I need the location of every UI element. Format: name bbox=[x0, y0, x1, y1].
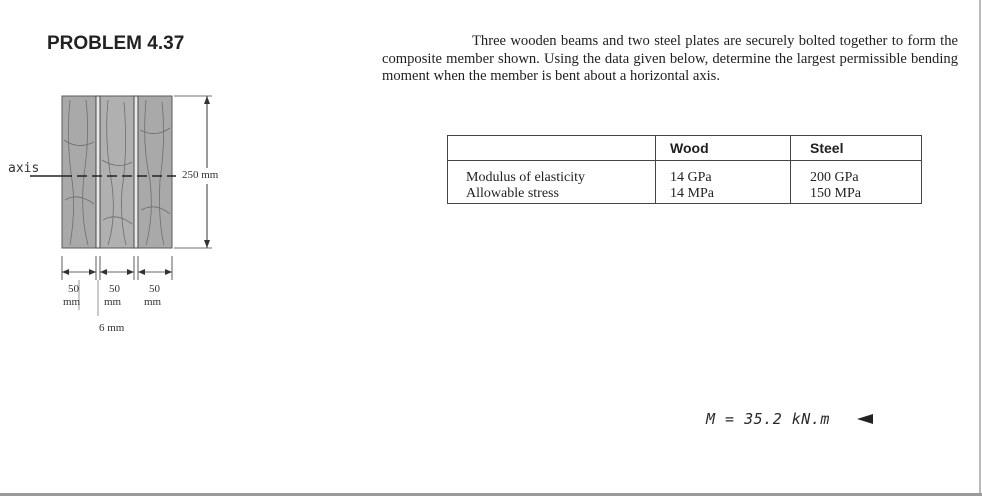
table-header-empty bbox=[448, 136, 656, 161]
property-label-modulus: Modulus of elasticity bbox=[466, 170, 585, 185]
wood-beam-left bbox=[62, 96, 96, 248]
wood-beam-middle bbox=[100, 96, 134, 248]
steel-values-cell bbox=[791, 161, 922, 204]
plate-thickness-label: 6 mm bbox=[99, 322, 125, 334]
height-dimension-label: 250 mm bbox=[182, 169, 219, 181]
width-unit-2: mm bbox=[104, 296, 122, 308]
problem-statement: Three wooden beams and two steel plates are securely bolted together to form the composite member shown. Using the data given below, determine the largest permissible bending moment when the member is bent about a horizontal axis. bbox=[382, 33, 958, 85]
beam-cross-section-diagram bbox=[0, 80, 260, 350]
height-arrow-top bbox=[204, 96, 210, 104]
table-body-row bbox=[448, 161, 922, 204]
frame-border-right bbox=[979, 0, 981, 496]
steel-stress-value: 150 MPa bbox=[810, 185, 861, 201]
wood-modulus-value: 14 GPa bbox=[670, 170, 712, 185]
table-header-row bbox=[448, 136, 922, 161]
composite-beam-figure bbox=[0, 80, 260, 350]
steel-plate-right bbox=[134, 96, 138, 248]
wood-stress-value: 14 MPa bbox=[670, 185, 714, 201]
material-properties-table bbox=[447, 135, 922, 204]
wood-values-cell bbox=[656, 161, 791, 204]
answer-pointer-arrow bbox=[857, 414, 873, 424]
property-label-stress: Allowable stress bbox=[466, 185, 559, 201]
table-header-steel: Steel bbox=[791, 136, 922, 161]
width-value-2: 50 bbox=[109, 283, 120, 295]
width-dimension-lines bbox=[62, 256, 172, 280]
steel-plate-left bbox=[96, 96, 100, 248]
width-value-3: 50 bbox=[149, 283, 160, 295]
problem-title: PROBLEM 4.37 bbox=[47, 33, 185, 54]
property-labels-cell bbox=[448, 161, 656, 204]
steel-modulus-value: 200 GPa bbox=[810, 170, 859, 185]
wood-beam-right bbox=[138, 96, 172, 248]
answer-annotation: M = 35.2 kN.m bbox=[706, 410, 830, 428]
width-unit-3: mm bbox=[144, 296, 162, 308]
table-header-wood: Wood bbox=[656, 136, 791, 161]
height-arrow-bottom bbox=[204, 240, 210, 248]
axis-label: axis bbox=[8, 161, 40, 176]
width-unit-1: mm bbox=[63, 296, 81, 308]
width-value-1: 50 bbox=[68, 283, 79, 295]
